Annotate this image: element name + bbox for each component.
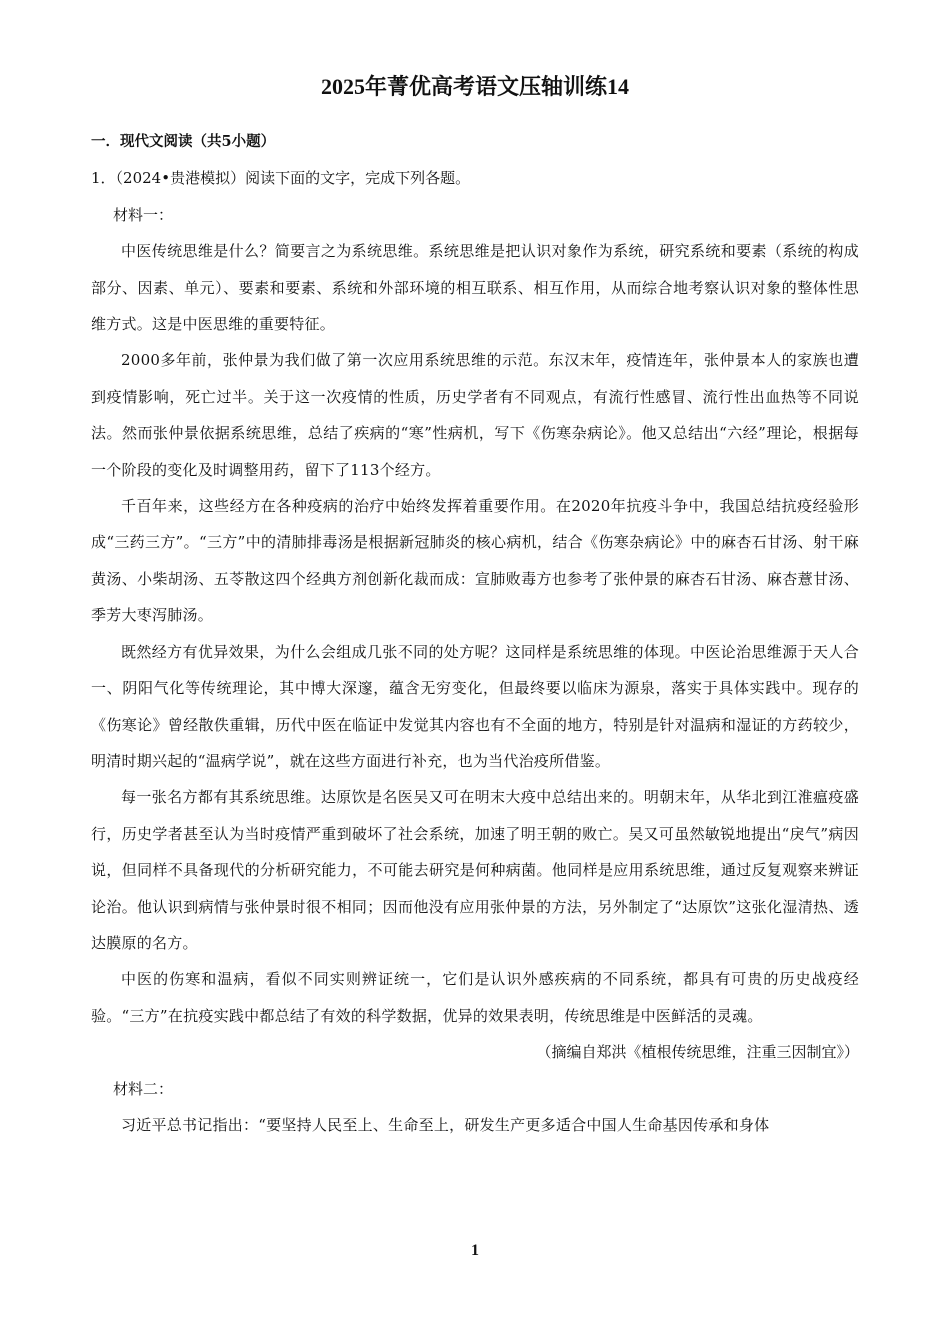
page-number: 1	[471, 1242, 479, 1259]
document-title: 2025年菁优高考语文压轴训练14	[320, 74, 629, 99]
paragraph-2: 2000多年前，张仲景为我们做了第一次应用系统思维的示范。东汉末年，疫情连年，张仲景本人的家族也遭到疫情影响，死亡过半。关于这一次疫情的性质，历史学者有不同观点，有流行性感冒、流行性出血热等不同说法。然而张仲景依据系统思维，总结了疾病的“寒”性病机，写下《伤寒杂病论》。他又总结出“六经”理论，根据每一个阶段的变化及时调整用药，留下了113个经方。	[91, 351, 859, 479]
document-body	[91, 124, 859, 1143]
paragraph-5: 每一张名方都有其系统思维。达原饮是名医吴又可在明末大疫中总结出来的。明朝末年，从华北到江淮瘟疫盛行，历史学者甚至认为当时疫情严重到破坏了社会系统，加速了明王朝的败亡。吴又可虽然敏锐地提出“戾气”病因说，但同样不具备现代的分析研究能力，不可能去研究是何种病菌。他同样是应用系统思维，通过反复观察来辨证论治。他认识到病情与张仲景时很不相同；因而他没有应用张仲景的方法，另外制定了“达原饮”这张化湿清热、透达膜原的名方。	[91, 788, 859, 952]
material-two-label: 材料二：	[113, 1079, 174, 1098]
material-two-first-line: 习近平总书记指出：“要坚持人民至上、生命至上，研发生产更多适合中国人生命基因传承和身体	[121, 1115, 770, 1134]
source-citation: （摘编自郑洪《植根传统思维，注重三因制宜》）	[536, 1043, 859, 1062]
section-heading: 一．现代文阅读（共5小题）	[91, 133, 276, 150]
paragraph-6: 中医的伤寒和温病，看似不同实则辨证统一，它们是认识外感疾病的不同系统，都具有可贵的历史战疫经验。“三方”在抗疫实践中都总结了有效的科学数据，优异的效果表明，传统思维是中医鲜活的灵魂。	[91, 970, 859, 1025]
question-intro: 1．（2024•贵港模拟）阅读下面的文字，完成下列各题。	[91, 169, 471, 188]
paragraph-3: 千百年来，这些经方在各种疫病的治疗中始终发挥着重要作用。在2020年抗疫斗争中，我国总结抗疫经验形成“三药三方”。“三方”中的清肺排毒汤是根据新冠肺炎的核心病机，结合《伤寒杂病论》中的麻杏石甘汤、射干麻黄汤、小柴胡汤、五苓散这四个经典方剂创新化裁而成：宣肺败毒方也参考了张仲景的麻杏石甘汤、麻杏薏甘汤、季芳大枣泻肺汤。	[91, 497, 859, 625]
paragraph-1: 中医传统思维是什么？简要言之为系统思维。系统思维是把认识对象作为系统，研究系统和要素（系统的构成部分、因素、单元）、要素和要素、系统和外部环境的相互联系、相互作用，从而综合地考察认识对象的整体性思维方式。这是中医思维的重要特征。	[91, 242, 859, 334]
material-one-label: 材料一：	[113, 205, 174, 224]
paragraph-4: 既然经方有优异效果，为什么会组成几张不同的处方呢？这同样是系统思维的体现。中医论治思维源于天人合一、阴阳气化等传统理论，其中博大深邃，蕴含无穷变化，但最终要以临床为源泉，落实于具体实践中。现存的《伤寒论》曾经散佚重辑，历代中医在临证中发觉其内容也有不全面的地方，特别是针对温病和湿证的方药较少，明清时期兴起的“温病学说”，就在这些方面进行补充，也为当代治疫所借鉴。	[91, 642, 859, 770]
